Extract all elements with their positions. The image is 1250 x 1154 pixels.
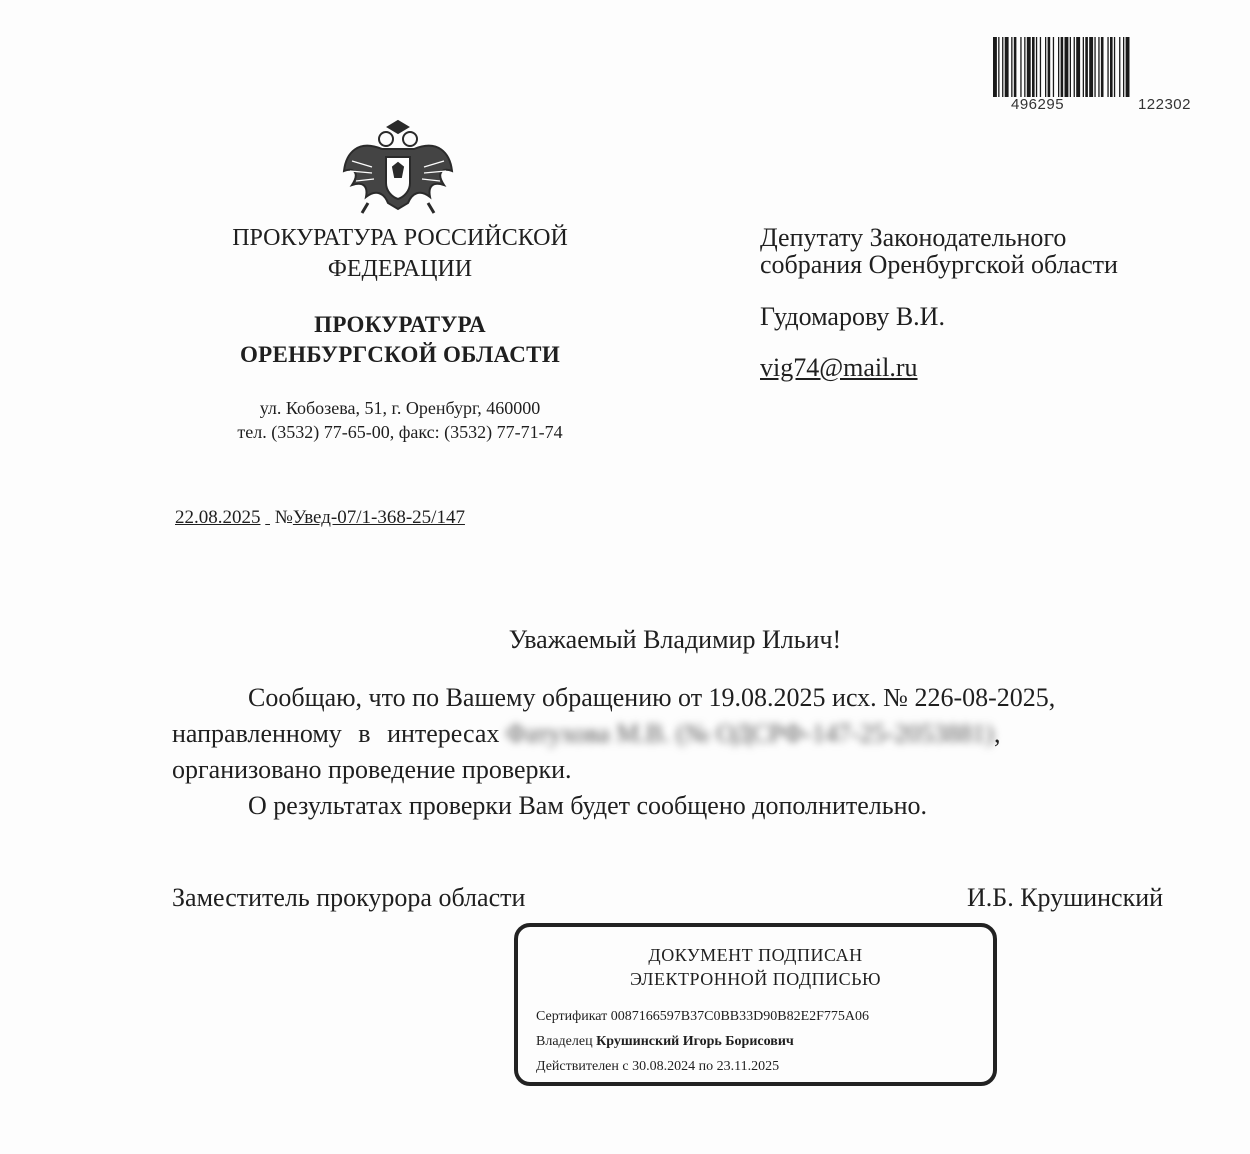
barcode-bar bbox=[1119, 37, 1120, 97]
recipient-line1: Депутату Законодательного bbox=[760, 223, 1067, 252]
barcode-bar bbox=[993, 37, 997, 97]
electronic-signature-stamp bbox=[514, 923, 997, 1086]
letter-greeting: Уважаемый Владимир Ильич! bbox=[508, 625, 842, 654]
coat-of-arms-emblem-icon bbox=[338, 113, 458, 219]
signatory-name: И.Б. Крушинский bbox=[967, 883, 1164, 912]
barcode-bar bbox=[1101, 37, 1104, 97]
barcode-bar bbox=[1110, 37, 1113, 97]
barcode-bar bbox=[1085, 37, 1088, 97]
barcode-bar bbox=[1058, 37, 1059, 97]
recipient-email: vig74@mail.ru bbox=[760, 353, 918, 382]
sender-address: ул. Кобозева, 51, г. Оренбург, 460000 bbox=[259, 398, 541, 418]
paragraph-suffix: , bbox=[994, 719, 1001, 748]
stamp-title-line1: ДОКУМЕНТ ПОДПИСАН bbox=[648, 945, 863, 965]
letter-paragraph1-line2 bbox=[172, 719, 1001, 749]
barcode-bar bbox=[1065, 37, 1069, 97]
org-name-line1: ПРОКУРАТУРА РОССИЙСКОЙ bbox=[232, 225, 568, 251]
barcode-bar bbox=[1074, 37, 1075, 97]
barcode-bar bbox=[1027, 37, 1031, 97]
stamp-validity bbox=[536, 1059, 779, 1075]
barcode-bar bbox=[1045, 37, 1046, 97]
barcode bbox=[993, 37, 1215, 97]
signatory-position: Заместитель прокурора области bbox=[172, 883, 526, 912]
dept-name-line1: ПРОКУРАТУРА bbox=[314, 312, 486, 337]
barcode-bar bbox=[1011, 37, 1012, 97]
barcode-bar bbox=[1070, 37, 1071, 97]
stamp-valid-label: Действителен с bbox=[536, 1059, 629, 1074]
stamp-valid-to-label: по bbox=[698, 1059, 714, 1074]
barcode-bar bbox=[1089, 37, 1093, 97]
recipient-line2: собрания Оренбургской области bbox=[760, 250, 1118, 279]
stamp-certificate bbox=[536, 1009, 869, 1025]
stamp-cert-value: 0087166597B37C0BB33D90B82E2F775A06 bbox=[610, 1009, 870, 1024]
stamp-owner-value: Крушинский Игорь Борисович bbox=[596, 1034, 794, 1049]
barcode-bar bbox=[1048, 37, 1051, 97]
org-name-line2: ФЕДЕРАЦИИ bbox=[327, 256, 473, 282]
barcode-number-left: 496295 bbox=[1011, 96, 1065, 113]
registration-line bbox=[175, 507, 465, 529]
letter-paragraph2: О результатах проверки Вам будет сообщено дополнительно. bbox=[248, 791, 928, 820]
registration-number-sign: № bbox=[274, 507, 293, 528]
stamp-valid-from: 30.08.2024 bbox=[632, 1059, 696, 1074]
paragraph-prefix: направленному в интересах bbox=[172, 719, 500, 748]
sender-phone: тел. (3532) 77-65-00, факс: (3532) 77-71-74 bbox=[237, 422, 563, 442]
dept-name-line2: ОРЕНБУРГСКОЙ ОБЛАСТИ bbox=[239, 342, 561, 367]
barcode-bar bbox=[1040, 37, 1041, 97]
barcode-bar bbox=[1005, 37, 1009, 97]
barcode-bar bbox=[1126, 37, 1130, 97]
registration-number: Увед-07/1-368-25/147 bbox=[292, 507, 465, 528]
letter-paragraph1-line1: Сообщаю, что по Вашему обращению от 19.08.2025 исх. № 226-08-2025, bbox=[248, 683, 1056, 712]
barcode-bar bbox=[998, 37, 999, 97]
barcode-bar bbox=[1024, 37, 1025, 97]
barcode-bar bbox=[1036, 37, 1037, 97]
barcode-bar bbox=[1053, 37, 1054, 97]
barcode-number-right: 122302 bbox=[1137, 96, 1191, 113]
stamp-owner bbox=[536, 1034, 794, 1050]
barcode-bar bbox=[1123, 37, 1124, 97]
barcode-bar bbox=[1032, 37, 1035, 97]
stamp-owner-label: Владелец bbox=[536, 1034, 593, 1049]
barcode-bar bbox=[1107, 37, 1108, 97]
barcode-bar bbox=[1114, 37, 1115, 97]
barcode-bar bbox=[1020, 37, 1021, 97]
barcode-bar bbox=[1083, 37, 1084, 97]
stamp-valid-to: 23.11.2025 bbox=[716, 1059, 780, 1074]
barcode-bar bbox=[1014, 37, 1017, 97]
barcode-numbers bbox=[1011, 96, 1191, 113]
barcode-bar bbox=[1061, 37, 1064, 97]
registration-date: 22.08.2025 bbox=[175, 507, 261, 528]
stamp-cert-label: Сертификат bbox=[536, 1009, 608, 1024]
barcode-bar bbox=[1076, 37, 1080, 97]
stamp-title-line2: ЭЛЕКТРОННОЙ ПОДПИСЬЮ bbox=[630, 969, 881, 989]
recipient-name: Гудомарову В.И. bbox=[760, 302, 945, 331]
barcode-bar bbox=[1098, 37, 1099, 97]
letter-paragraph1-line3: организовано проведение проверки. bbox=[172, 755, 572, 784]
redacted-text: Фатухова М.В. (№ ОДСРФ-147-25-2053881) bbox=[505, 719, 994, 748]
barcode-bar bbox=[1094, 37, 1095, 97]
barcode-bar bbox=[1002, 37, 1003, 97]
